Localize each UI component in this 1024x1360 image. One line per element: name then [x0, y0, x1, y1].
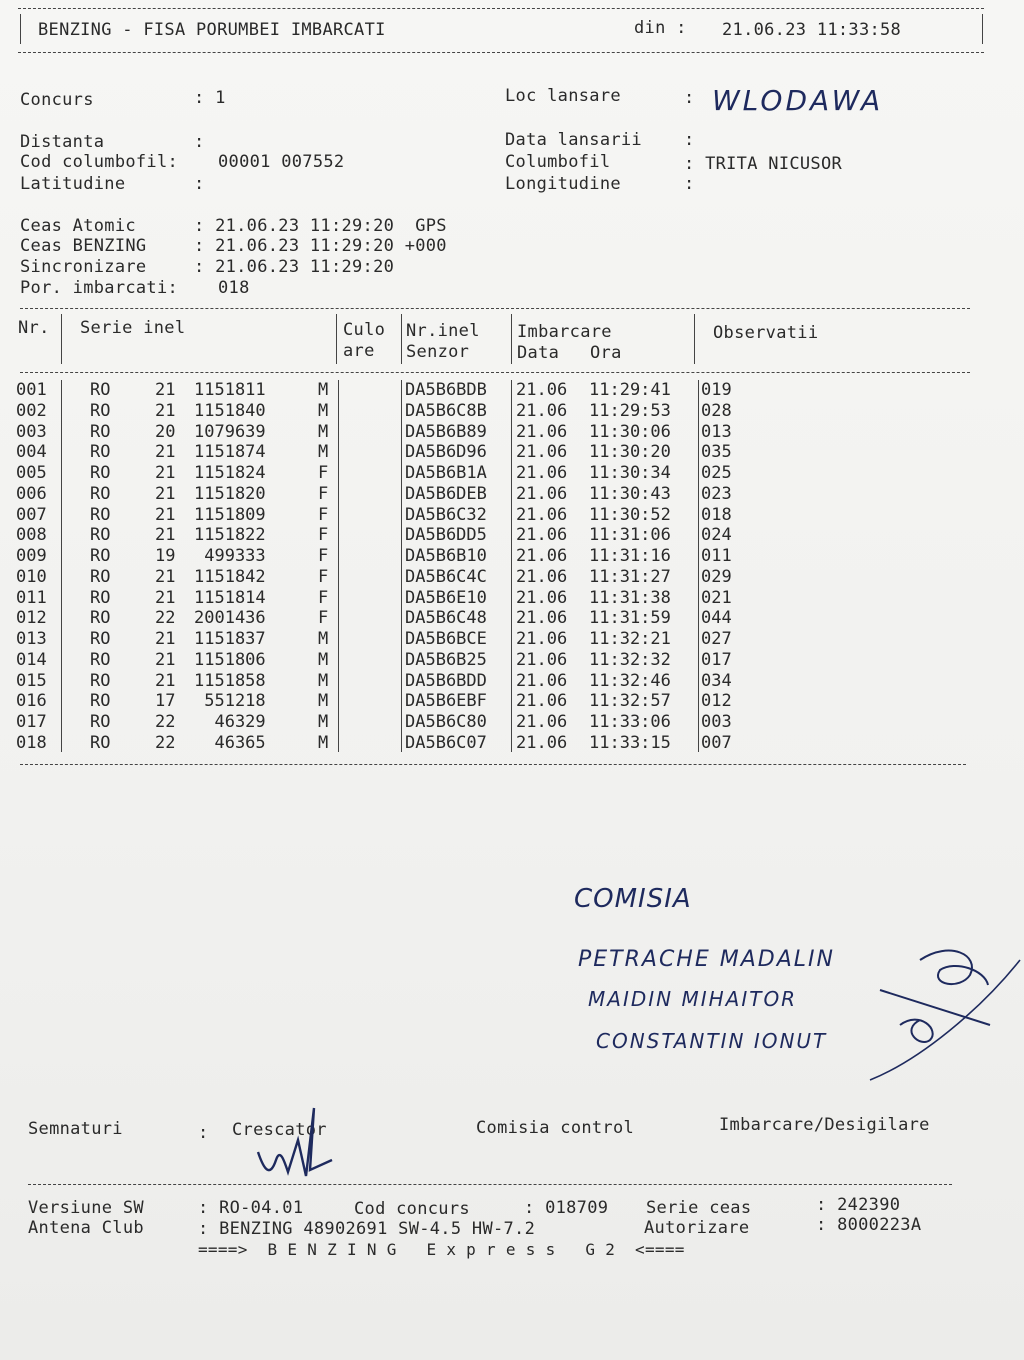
row-sex: M: [318, 712, 329, 732]
row-tara: RO: [90, 691, 111, 712]
row-sex: M: [318, 629, 329, 649]
row-senzor: DA5B6D96: [405, 442, 487, 463]
handwritten-member-2: MAIDIN MIHAITOR: [588, 987, 798, 1011]
row-ora: 11:33:15: [589, 732, 671, 753]
longitudine-value: :: [684, 174, 695, 194]
concurs-value: : 1: [194, 88, 226, 108]
row-nr: 004: [16, 442, 47, 463]
handwritten-member-1: PETRACHE MADALIN: [578, 947, 835, 972]
row-tara: RO: [90, 421, 111, 442]
row-ora: 11:31:59: [589, 608, 671, 629]
comisia-control-label: Comisia control: [476, 1118, 635, 1138]
row-an: 22: [155, 608, 176, 629]
row-an: 21: [155, 483, 176, 504]
row-ora: 11:32:57: [589, 691, 671, 712]
row-data: 21.06: [516, 670, 568, 691]
row-sex: F: [318, 546, 329, 566]
row-numar: 1151822: [194, 525, 266, 546]
versiune-sw-label: Versiune SW: [28, 1198, 144, 1218]
ceas-benzing-label: Ceas BENZING: [20, 236, 147, 256]
row-data: 21.06: [516, 732, 568, 753]
row-ora: 11:29:41: [589, 380, 671, 400]
header-bottom-rule: [18, 52, 984, 53]
row-senzor: DA5B6C07: [405, 732, 487, 753]
row-an: 22: [155, 732, 176, 753]
row-sex: M: [318, 442, 329, 463]
crescator-signature: [250, 1100, 340, 1190]
semnaturi-colon: :: [198, 1123, 209, 1143]
row-nr: 011: [16, 587, 47, 608]
row-ora: 11:31:06: [589, 525, 671, 546]
print-date: 21.06.23 11:33:58: [722, 20, 902, 40]
row-ora: 11:30:20: [589, 442, 671, 463]
handwritten-member-3: CONSTANTIN IONUT: [596, 1029, 828, 1053]
date-label: din :: [634, 18, 687, 38]
row-senzor: DA5B6DD5: [405, 525, 487, 546]
row-an: 21: [155, 649, 176, 670]
row-an: 17: [155, 691, 176, 712]
columbofil-label: Columbofil: [505, 152, 611, 172]
row-data: 21.06: [516, 504, 568, 525]
row-data: 21.06: [516, 442, 568, 463]
row-tara: RO: [90, 670, 111, 691]
semnaturi-label: Semnaturi: [28, 1119, 123, 1139]
row-data: 21.06: [516, 712, 568, 732]
row-tara: RO: [90, 380, 111, 400]
row-numar: 1151858: [194, 670, 266, 691]
row-sex: M: [318, 670, 329, 691]
cod-columbofil-label: Cod columbofil:: [20, 152, 179, 172]
row-nr: 007: [16, 504, 47, 525]
row-senzor: DA5B6C80: [405, 712, 487, 732]
loc-lansare-colon: :: [684, 88, 695, 108]
row-senzor: DA5B6B1A: [405, 463, 487, 483]
row-sex: M: [318, 649, 329, 670]
row-numar: 46329: [194, 712, 266, 732]
row-data: 21.06: [516, 463, 568, 483]
columbofil-value: : TRITA NICUSOR: [684, 154, 843, 174]
versiune-sw-value: : RO-04.01: [198, 1198, 304, 1218]
row-senzor: DA5B6BDD: [405, 670, 487, 691]
row-numar: 1151814: [194, 587, 266, 608]
col-header-data: Data: [517, 343, 560, 363]
row-sex: F: [318, 504, 329, 525]
row-tara: RO: [90, 463, 111, 483]
latitudine-label: Latitudine: [20, 174, 126, 194]
row-tara: RO: [90, 442, 111, 463]
row-ora: 11:30:52: [589, 504, 671, 525]
row-observatii: 012: [701, 691, 732, 712]
row-nr: 010: [16, 566, 47, 587]
row-ora: 11:32:32: [589, 649, 671, 670]
row-an: 21: [155, 400, 176, 421]
row-numar: 1151837: [194, 629, 266, 649]
col-sep-serie-header: [336, 314, 337, 364]
row-observatii: 044: [701, 608, 732, 629]
row-senzor: DA5B6BDB: [405, 380, 487, 400]
row-observatii: 024: [701, 525, 732, 546]
col-header-nr: Nr.: [18, 318, 50, 338]
row-an: 21: [155, 566, 176, 587]
autorizare-value: : 8000223A: [816, 1215, 922, 1235]
row-ora: 11:30:06: [589, 421, 671, 442]
ceas-benzing-value: : 21.06.23 11:29:20 +000: [194, 236, 447, 256]
col-header-imbarcare: Imbarcare: [517, 322, 612, 342]
row-numar: 1151811: [194, 380, 266, 400]
row-data: 21.06: [516, 649, 568, 670]
row-nr: 014: [16, 649, 47, 670]
row-nr: 013: [16, 629, 47, 649]
row-sex: M: [318, 732, 329, 753]
porumbei-imbarcati-label: Por. imbarcati:: [20, 278, 179, 298]
row-data: 21.06: [516, 691, 568, 712]
row-nr: 003: [16, 421, 47, 442]
row-data: 21.06: [516, 421, 568, 442]
row-observatii: 007: [701, 732, 732, 753]
row-nr: 001: [16, 380, 47, 400]
row-numar: 499333: [194, 546, 266, 566]
row-nr: 018: [16, 732, 47, 753]
cod-concurs-value: : 018709: [524, 1198, 609, 1218]
row-tara: RO: [90, 608, 111, 629]
row-nr: 009: [16, 546, 47, 566]
row-data: 21.06: [516, 587, 568, 608]
committee-signatures-scribble: [860, 930, 1020, 1090]
row-data: 21.06: [516, 400, 568, 421]
col-header-ora: Ora: [590, 343, 622, 363]
row-numar: 1079639: [194, 421, 266, 442]
row-nr: 006: [16, 483, 47, 504]
row-sex: M: [318, 421, 329, 442]
handwritten-comisia: COMISIA: [574, 884, 692, 914]
row-data: 21.06: [516, 525, 568, 546]
col-header-serie: Serie inel: [80, 318, 186, 338]
row-an: 20: [155, 421, 176, 442]
header-left-edge: [20, 14, 21, 44]
row-nr: 012: [16, 608, 47, 629]
benzing-banner: ====> B E N Z I N G E x p r e s s G 2 <====: [198, 1240, 685, 1259]
row-nr: 008: [16, 525, 47, 546]
row-sex: M: [318, 400, 329, 421]
row-numar: 1151874: [194, 442, 266, 463]
row-ora: 11:31:16: [589, 546, 671, 566]
row-observatii: 018: [701, 504, 732, 525]
imbarcare-desigilare-label: Imbarcare/Desigilare: [719, 1115, 930, 1135]
row-senzor: DA5B6DEB: [405, 483, 487, 504]
row-numar: 1151820: [194, 483, 266, 504]
row-tara: RO: [90, 504, 111, 525]
row-an: 21: [155, 670, 176, 691]
col-sep-imbarcare-header: [694, 314, 695, 364]
row-tara: RO: [90, 732, 111, 753]
antena-club-label: Antena Club: [28, 1218, 144, 1238]
row-numar: 551218: [194, 691, 266, 712]
row-observatii: 021: [701, 587, 732, 608]
row-ora: 11:31:38: [589, 587, 671, 608]
row-an: 21: [155, 525, 176, 546]
row-ora: 11:31:27: [589, 566, 671, 587]
autorizare-label: Autorizare: [644, 1218, 750, 1238]
row-ora: 11:29:53: [589, 400, 671, 421]
row-tara: RO: [90, 546, 111, 566]
row-data: 21.06: [516, 380, 568, 400]
row-an: 21: [155, 463, 176, 483]
row-an: 19: [155, 546, 176, 566]
row-nr: 005: [16, 463, 47, 483]
row-ora: 11:30:43: [589, 483, 671, 504]
row-senzor: DA5B6EBF: [405, 691, 487, 712]
col-sep-senzor: [511, 380, 512, 752]
row-sex: F: [318, 587, 329, 608]
row-senzor: DA5B6C8B: [405, 400, 487, 421]
col-header-culoare-2: are: [343, 341, 375, 361]
col-sep-nrinel-header: [511, 314, 512, 364]
row-sex: F: [318, 608, 329, 629]
row-sex: F: [318, 566, 329, 587]
row-observatii: 025: [701, 463, 732, 483]
row-ora: 11:30:34: [589, 463, 671, 483]
row-senzor: DA5B6B25: [405, 649, 487, 670]
row-tara: RO: [90, 483, 111, 504]
table-header-rule: [20, 372, 970, 373]
col-header-nrinel-1: Nr.inel: [406, 321, 480, 341]
footer-top-rule: [28, 1184, 952, 1185]
row-observatii: 003: [701, 712, 732, 732]
col-header-culoare-1: Culo: [343, 320, 386, 340]
table-top-rule: [20, 308, 970, 309]
row-senzor: DA5B6C32: [405, 504, 487, 525]
row-nr: 015: [16, 670, 47, 691]
crescator-label: Crescator: [232, 1120, 327, 1140]
row-observatii: 029: [701, 566, 732, 587]
row-numar: 46365: [194, 732, 266, 753]
row-observatii: 028: [701, 400, 732, 421]
row-nr: 017: [16, 712, 47, 732]
col-sep-nr: [61, 380, 62, 752]
sincronizare-value: : 21.06.23 11:29:20: [194, 257, 395, 277]
row-observatii: 035: [701, 442, 732, 463]
concurs-label: Concurs: [20, 90, 94, 110]
distanta-label: Distanta: [20, 132, 105, 152]
row-observatii: 011: [701, 546, 732, 566]
row-observatii: 019: [701, 380, 732, 400]
distanta-value: :: [194, 132, 205, 152]
header-right-edge: [982, 14, 983, 44]
row-tara: RO: [90, 629, 111, 649]
row-observatii: 013: [701, 421, 732, 442]
row-tara: RO: [90, 587, 111, 608]
serie-ceas-label: Serie ceas: [646, 1198, 752, 1218]
row-sex: M: [318, 691, 329, 712]
longitudine-label: Longitudine: [505, 174, 621, 194]
row-observatii: 027: [701, 629, 732, 649]
antena-club-value: : BENZING 48902691 SW-4.5 HW-7.2: [198, 1219, 536, 1239]
col-sep-nr-header: [61, 314, 62, 364]
row-sex: F: [318, 463, 329, 483]
row-sex: F: [318, 525, 329, 546]
col-sep-culoare-header: [401, 314, 402, 364]
row-senzor: DA5B6B10: [405, 546, 487, 566]
row-ora: 11:32:21: [589, 629, 671, 649]
row-tara: RO: [90, 566, 111, 587]
row-data: 21.06: [516, 629, 568, 649]
col-header-nrinel-2: Senzor: [406, 342, 470, 362]
row-observatii: 017: [701, 649, 732, 670]
latitudine-value: :: [194, 174, 205, 194]
col-header-observatii: Observatii: [713, 323, 819, 343]
row-data: 21.06: [516, 566, 568, 587]
row-senzor: DA5B6C4C: [405, 566, 487, 587]
row-tara: RO: [90, 712, 111, 732]
table-bottom-rule: [20, 764, 966, 765]
row-data: 21.06: [516, 546, 568, 566]
row-numar: 1151806: [194, 649, 266, 670]
data-lansarii-value: :: [684, 130, 695, 150]
row-an: 21: [155, 380, 176, 400]
row-numar: 1151809: [194, 504, 266, 525]
sincronizare-label: Sincronizare: [20, 257, 147, 277]
row-observatii: 023: [701, 483, 732, 504]
loc-lansare-handwritten: WLODAWA: [712, 84, 884, 117]
cod-columbofil-value: 00001 007552: [218, 152, 345, 172]
row-ora: 11:32:46: [589, 670, 671, 691]
header-top-rule: [18, 8, 984, 9]
row-nr: 002: [16, 400, 47, 421]
data-lansarii-label: Data lansarii: [505, 130, 642, 150]
row-an: 21: [155, 504, 176, 525]
col-sep-culoare: [401, 380, 402, 752]
col-sep-ora: [698, 380, 699, 752]
row-tara: RO: [90, 525, 111, 546]
ceas-atomic-label: Ceas Atomic: [20, 216, 136, 236]
row-senzor: DA5B6C48: [405, 608, 487, 629]
cod-concurs-label: Cod concurs: [354, 1199, 470, 1219]
row-senzor: DA5B6BCE: [405, 629, 487, 649]
row-tara: RO: [90, 649, 111, 670]
row-numar: 1151842: [194, 566, 266, 587]
row-an: 22: [155, 712, 176, 732]
ceas-atomic-value: : 21.06.23 11:29:20 GPS: [194, 216, 447, 236]
document-title: BENZING - FISA PORUMBEI IMBARCATI: [38, 20, 386, 40]
row-an: 21: [155, 629, 176, 649]
row-sex: F: [318, 483, 329, 504]
serie-ceas-value: : 242390: [816, 1195, 901, 1215]
porumbei-imbarcati-value: 018: [218, 278, 250, 298]
row-data: 21.06: [516, 483, 568, 504]
row-an: 21: [155, 442, 176, 463]
row-numar: 1151840: [194, 400, 266, 421]
row-ora: 11:33:06: [589, 712, 671, 732]
row-numar: 2001436: [194, 608, 266, 629]
row-nr: 016: [16, 691, 47, 712]
col-sep-serie: [338, 380, 339, 752]
row-senzor: DA5B6E10: [405, 587, 487, 608]
row-senzor: DA5B6B89: [405, 421, 487, 442]
row-observatii: 034: [701, 670, 732, 691]
row-an: 21: [155, 587, 176, 608]
row-numar: 1151824: [194, 463, 266, 483]
row-data: 21.06: [516, 608, 568, 629]
row-tara: RO: [90, 400, 111, 421]
loc-lansare-label: Loc lansare: [505, 86, 621, 106]
row-sex: M: [318, 380, 329, 400]
